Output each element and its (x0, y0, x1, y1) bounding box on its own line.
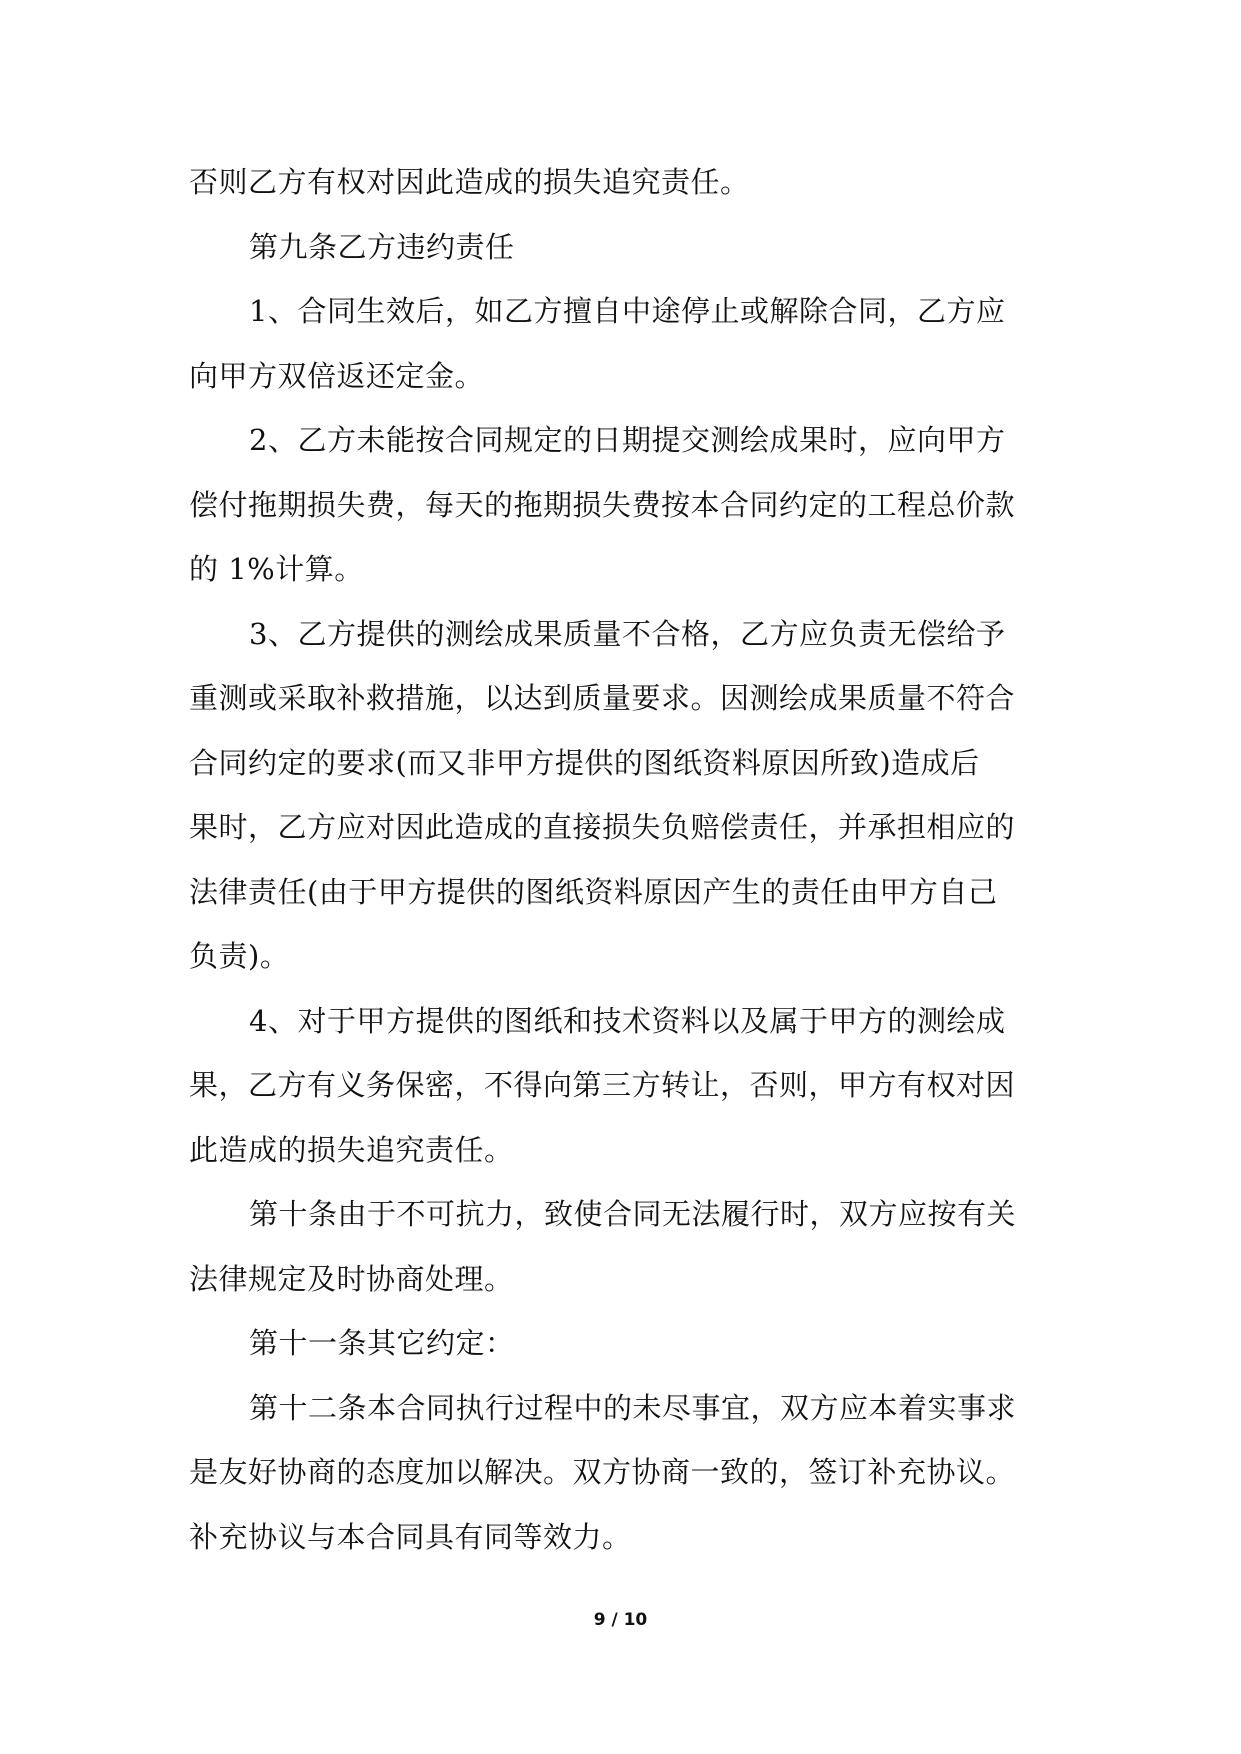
text-line-18: 法律规定及时协商处理。 (189, 1261, 514, 1296)
text-line-16: 此造成的损失追究责任。 (189, 1132, 514, 1167)
text-line-13: 负责)。 (189, 939, 290, 973)
text-line-14: 4、对于甲方提供的图纸和技术资料以及属于甲方的测绘成 (249, 1003, 1006, 1038)
text-line-9: 重测或采取补救措施，以达到质量要求。因测绘成果质量不符合 (189, 681, 1016, 715)
text-line-21: 是友好协商的态度加以解决。双方协商一致的，签订补充协议。 (189, 1455, 1016, 1489)
text-line-1: 否则乙方有权对因此造成的损失追究责任。 (189, 165, 750, 199)
text-line-19: 第十一条其它约定： (249, 1326, 515, 1360)
text-line-17: 第十条由于不可抗力，致使合同无法履行时，双方应按有关 (249, 1197, 1017, 1231)
text-line-20: 第十二条本合同执行过程中的未尽事宜，双方应本着实事求 (249, 1390, 1017, 1425)
text-line-5: 2、乙方未能按合同规定的日期提交测绘成果时，应向甲方 (249, 423, 1006, 457)
text-line-3: 1、合同生效后，如乙方擅自中途停止或解除合同，乙方应 (249, 294, 1006, 328)
document-body (189, 150, 1061, 1569)
text-line-11: 果时，乙方应对因此造成的直接损失负赔偿责任，并承担相应的 (189, 810, 1016, 844)
page-number: 9 / 10 (593, 1610, 648, 1630)
text-line-12: 法律责任(由于甲方提供的图纸资料原因产生的责任由甲方自己 (189, 874, 998, 909)
text-line-2: 第九条乙方违约责任 (249, 229, 515, 264)
text-line-4: 向甲方双倍返还定金。 (189, 358, 485, 393)
text-line-15: 果，乙方有义务保密，不得向第三方转让，否则，甲方有权对因 (189, 1068, 1016, 1102)
text-line-8: 3、乙方提供的测绘成果质量不合格，乙方应负责无偿给予 (249, 616, 1006, 651)
text-line-7: 的 1%计算。 (189, 552, 364, 586)
text-line-22: 补充协议与本合同具有同等效力。 (189, 1519, 632, 1554)
text-line-6: 偿付拖期损失费，每天的拖期损失费按本合同约定的工程总价款 (189, 487, 1016, 522)
text-line-10: 合同约定的要求(而又非甲方提供的图纸资料原因所致)造成后 (189, 745, 980, 780)
